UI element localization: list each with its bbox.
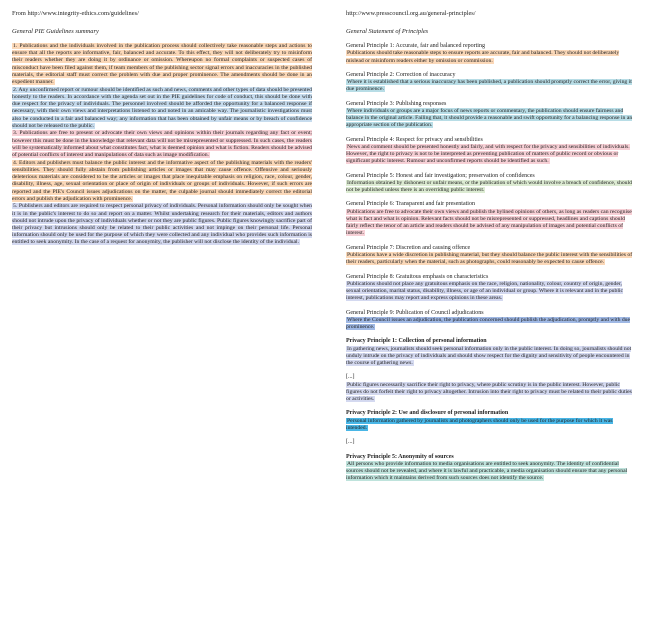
principles-heading: General Statement of Principles bbox=[346, 28, 429, 35]
principle-title: Privacy Principle 1: Collection of personal information bbox=[346, 338, 487, 345]
principle-body: All persons who provide information to media organisations are entitled to seek anonymity. The identity of confidential sources should not be revealed, and where it is lawful and practicable, a media organisation should ensure that any personal information which it maintains derived from such sources does not identify the source. bbox=[346, 460, 628, 482]
privacy-principle-block bbox=[346, 374, 634, 403]
principle-block bbox=[346, 101, 634, 130]
principle-title: General Principle 7: Discretion and causing offence bbox=[346, 244, 471, 251]
principle-title: General Principle 6: Transparent and fair presentation bbox=[346, 201, 475, 208]
principle-body: Where it is established that a serious inaccuracy has been published, a publication should promptly correct the error, giving it due prominence. bbox=[346, 79, 632, 93]
principle-block bbox=[346, 245, 634, 267]
principle-title: Privacy Principle 2: Use and disclosure of personal information bbox=[346, 410, 509, 417]
guideline-4: 4. Editors and publishers must balance the public interest and the informative aspect of the publishing materials with the readers' sensibilities. They should fully abstain from publishing articles or images that may cause offence. Offensive and seriously deleterious materials are considered to be the articles or images that place inequitable emphasis on religion, race, colour, gender, disability, illness, age, sexual orientation or place of origin of individuals or groups of individuals. However, if such errors are reported and the PIE's Council issues adjudications on the matter, the culpable journal should immediately correct the editorial errors and publish the adjudication with prominence. bbox=[12, 159, 312, 202]
source-url: From http://www.integrity-ethics.com/guidelines/ bbox=[12, 10, 139, 17]
principle-body: Where the Council issues an adjudication, the publication concerned should publish the adjudication, promptly and with due prominence. bbox=[346, 316, 631, 331]
privacy-principle-block bbox=[346, 410, 634, 432]
principle-title: Privacy Principle 5: Anonymity of sources bbox=[346, 453, 454, 460]
principle-title: General Principle 3: Publishing responses bbox=[346, 100, 447, 107]
principle-body: Where individuals or groups are a major focus of news reports or commentary, the publication should ensure fairness and balance in the original article. Failing that, it should provide a reasonable and swift opportunity for a balancing response in an appropriate section of the publication. bbox=[346, 108, 633, 129]
guideline-2: 2. Any unconfirmed report or rumour should be identified as such and news, comments and other types of data should be presented honestly to the readers. In accordance with the agenda set out in the PIE guidelines for code of conduct, this should be done with due respect for the privacy of individuals. The personnel involved should be afforded the opportunity for a balanced response if necessary, with their own views and interpretations listened to and noted in an amicable way. The journalistic investigations must also be conducted in a fair and balanced way; any information that has been obtained by unfair means or by breach of confidence should not be released to the public. bbox=[12, 86, 312, 129]
principle-block bbox=[346, 173, 634, 195]
principle-block bbox=[346, 72, 634, 94]
right-column bbox=[346, 10, 634, 490]
principle-title: General Principle 2: Correction of inaccuracy bbox=[346, 71, 456, 78]
source-url: http://www.presscouncil.org.au/general-principles/ bbox=[346, 10, 476, 17]
principle-title: General Principle 8: Gratuitous emphasis on characteristics bbox=[346, 273, 489, 280]
guideline-1: 1. Publications and the individuals involved in the publication process should collectively take reasonable steps and actions to ensure that all the reports are informative, fair, balanced and accurate. To this effect, they will not deliberately try to misinform their readers whether they are doing it by ordinance or omission. Whereupon no formal complaints or suspected cases of misconduct have been filed against them, if team members of the publishing sector signal errors and inaccuracies in the published materials, the editorial staff must correct the problem with due and proper prominence. The amendments should be done in an expedient manner. bbox=[12, 43, 312, 86]
principle-body: Information obtained by dishonest or unfair means, or the publication of which would involve a breach of confidence, should not be published unless there is an overriding public interest. bbox=[346, 180, 632, 194]
ellipsis-marker: [...] bbox=[346, 439, 355, 446]
principle-title: General Principle 9: Publication of Council adjudications bbox=[346, 309, 484, 316]
principle-title: General Principle 1: Accurate, fair and balanced reporting bbox=[346, 43, 485, 49]
principle-block bbox=[346, 43, 634, 65]
principle-body: Publications should not place any gratuitous emphasis on the race, religion, nationality, colour, country of origin, gender, sexual orientation, marital status, disability, illness, or age of an individual or group. Where it is relevant and in the public interest, publications may report and express opinions in these areas. bbox=[346, 280, 624, 302]
guideline-3: 3. Publications are free to present or advocate their own views and opinions within their journals regarding any fact or event; however this must be done in the knowledge that relevant data will not be misrepresented or suppressed. In such cases, the readers will be systematically informed about what constitutes fact, what is deemed opinion and what is fiction. Readers should be advised of potential conflicts of interest and manipulations of data such as image modification. bbox=[12, 130, 312, 159]
principle-body: In gathering news, journalists should seek personal information only in the public interest. In doing so, journalists should not unduly intrude on the privacy of individuals and should show respect for the dignity and sensitivity of people encountered in the course of gathering news. bbox=[346, 345, 632, 367]
principle-block bbox=[346, 201, 634, 237]
principle-body: Personal information gathered by journalists and photographers should only be used for the purpose for which it was intended. bbox=[346, 417, 613, 431]
principle-title: General Principle 5: Honest and fair investigation; preservation of confidences bbox=[346, 172, 535, 179]
left-column bbox=[12, 10, 312, 247]
principle-block bbox=[346, 274, 634, 303]
principle-body: Publications should take reasonable steps to ensure reports are accurate, fair and balanced. They should not deliberately mislead or misinform readers either by omission or commission. bbox=[346, 50, 620, 64]
summary-heading: General PIE Guidelines summary bbox=[12, 28, 99, 35]
principle-title: General Principle 4: Respect for privacy and sensibilities bbox=[346, 136, 483, 143]
principle-body: Publications have a wide discretion in publishing material, but they should balance the public interest with the sensibilities of their readers, particularly when the material, such as photographs, could reasonably be expected to cause offence. bbox=[346, 252, 633, 266]
principle-body: News and comment should be presented honestly and fairly, and with respect for the privacy and sensibilities of individuals. However, the right to privacy is not to be interpreted as preventing publication of matters of public record or obvious or significant public interest. Rumour and unconfirmed reports should be identified as such. bbox=[346, 144, 630, 165]
ellipsis-marker: [...] bbox=[346, 374, 355, 381]
privacy-principle-block bbox=[346, 439, 634, 446]
privacy-principle-block bbox=[346, 454, 634, 483]
guideline-5: 5. Publishers and editors are required to respect personal privacy of individuals. Personal information should only be sought when it is in the public's interest to do so and report on a matter. Whilst undertaking research for their materials, editors and authors should not intrude upon the privacy of individuals whether or not they are public figures. Public figures knowingly sacrifice part of their privacy but intrusions should only be related to their public activities and not impinge on their personal life. Personal information should only be used for the purpose of which they were collected and any individual who provides such information is entitled to seek anonymity. In the case of a request for anonymity, the publisher will not disclose the identity of the individual. bbox=[12, 203, 312, 246]
principle-body: Public figures necessarily sacrifice their right to privacy, where public scrutiny is in the public interest. However, public figures do not forfeit their right to privacy altogether. Intrusion into their right to privacy must be related to their public duties or activities. bbox=[346, 381, 632, 403]
privacy-principle-block bbox=[346, 338, 634, 367]
principle-block bbox=[346, 137, 634, 166]
principle-body: Publications are free to advocate their own views and publish the bylined opinions of others, as long as readers can recognise what is fact and what is opinion. Relevant facts should not be misrepresented or suppressed, headlines and captions should fairly reflect the tenor of an article and readers should be advised of any manipulation of images and potential conflicts of interest. bbox=[346, 208, 632, 237]
principle-block bbox=[346, 310, 634, 332]
